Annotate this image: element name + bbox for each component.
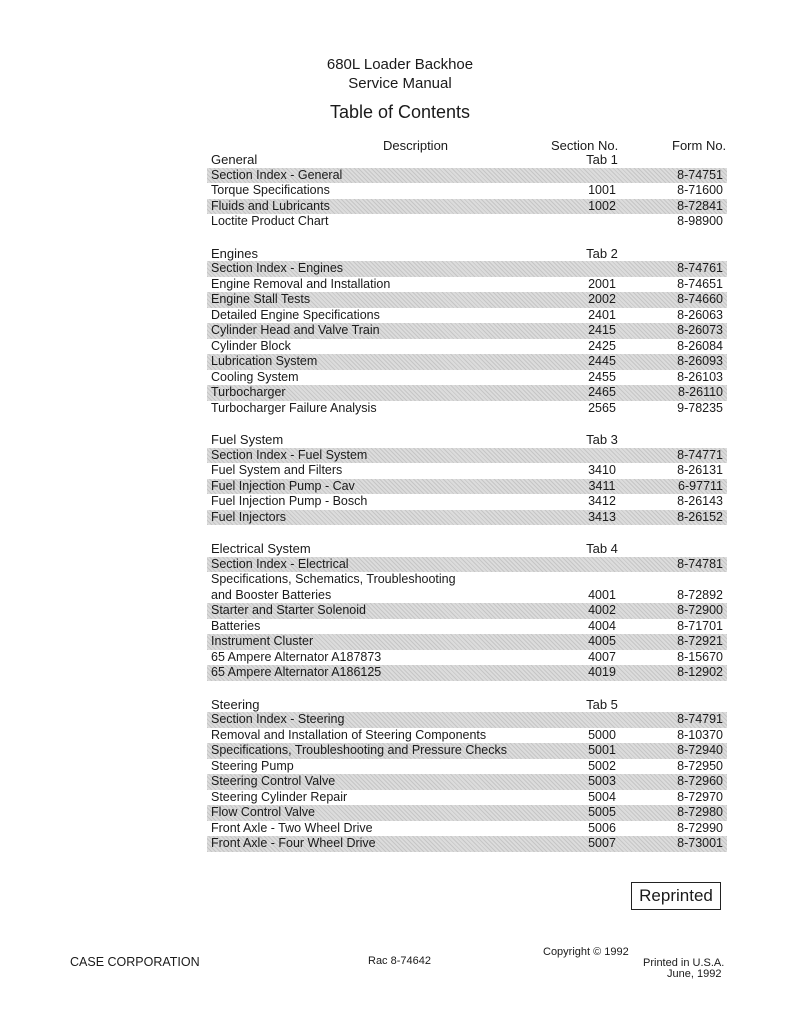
section-tab: Tab 4	[586, 541, 618, 556]
entry-form-number: 8-72960	[677, 774, 723, 788]
section-name: General	[211, 152, 258, 167]
entry-section-number: 5005	[588, 805, 616, 819]
toc-entry	[207, 448, 727, 464]
toc-section	[207, 541, 727, 681]
entry-form-number: 8-74791	[677, 712, 723, 726]
entry-section-number: 2401	[588, 307, 616, 322]
entry-section-number: 4001	[588, 587, 616, 602]
section-name: Engines	[211, 245, 258, 261]
entry-description: 65 Ampere Alternator A187873	[211, 649, 382, 664]
entry-description: Section Index - Engines	[211, 261, 344, 275]
entry-form-number: 8-26143	[677, 494, 723, 508]
section-tab: Tab 2	[586, 245, 618, 261]
entry-form-number: 8-71600	[677, 183, 723, 197]
entry-form-number: 8-26103	[677, 369, 723, 384]
manual-type-title: Service Manual	[348, 75, 452, 92]
entry-description: Front Axle - Two Wheel Drive	[211, 820, 373, 835]
entry-section-number: 4019	[588, 665, 616, 679]
entry-form-number: 8-72900	[677, 603, 723, 617]
entry-section-number: 2415	[588, 323, 616, 337]
entry-description: Steering Cylinder Repair	[211, 789, 348, 804]
toc-entry	[207, 634, 727, 650]
toc-entry	[207, 619, 727, 635]
toc-entry	[207, 821, 727, 837]
rac-number: Rac 8-74642	[368, 955, 431, 967]
entry-description: Removal and Installation of Steering Components	[211, 727, 487, 742]
toc-entry	[207, 385, 727, 401]
entry-form-number: 8-72950	[677, 758, 723, 773]
entry-description: Turbocharger	[211, 385, 286, 399]
toc-entry	[207, 743, 727, 759]
toc-entry	[207, 728, 727, 744]
entry-form-number: 8-12902	[677, 665, 723, 679]
toc-entry	[207, 665, 727, 681]
entry-description: Section Index - Steering	[211, 712, 345, 726]
section-name: Steering	[211, 696, 260, 712]
entry-description-line: Specifications, Schematics, Troubleshooting	[211, 572, 456, 586]
column-header-description: Description	[383, 138, 449, 153]
section-tab: Tab 1	[586, 152, 618, 167]
entry-section-number: 5000	[588, 727, 616, 742]
entry-form-number: 8-71701	[677, 618, 723, 633]
section-heading	[207, 432, 727, 448]
entry-form-number: 8-74771	[677, 447, 723, 462]
entry-section-number: 2002	[588, 292, 616, 306]
entry-form-number: 8-26131	[677, 463, 723, 477]
entry-description: Batteries	[211, 618, 261, 633]
entry-description: 65 Ampere Alternator A186125	[211, 665, 382, 679]
entry-description: Cooling System	[211, 369, 299, 384]
toc-entry	[207, 805, 727, 821]
section-heading	[207, 697, 727, 713]
entry-section-number: 5001	[588, 743, 616, 757]
toc-entry	[207, 759, 727, 775]
entry-section-number: 2001	[588, 276, 616, 291]
entry-form-number: 8-73001	[677, 836, 723, 850]
section-tab: Tab 5	[586, 696, 618, 712]
entry-form-number: 8-26152	[677, 509, 723, 524]
entry-form-number: 8-72892	[677, 587, 723, 602]
toc-entry	[207, 354, 727, 370]
entry-description: Fuel Injection Pump - Cav	[211, 478, 355, 493]
toc-entry	[207, 277, 727, 293]
entry-description: Lubrication System	[211, 354, 318, 368]
entry-description: Section Index - Electrical	[211, 556, 349, 571]
entry-description: Detailed Engine Specifications	[211, 307, 380, 322]
toc-entry	[207, 790, 727, 806]
entry-section-number: 2465	[588, 385, 616, 399]
toc-entry	[207, 510, 727, 526]
entry-form-number: 6-97711	[678, 478, 723, 493]
entry-section-number: 5006	[588, 820, 616, 835]
entry-form-number: 8-74651	[677, 276, 723, 291]
entry-section-number: 5007	[588, 836, 616, 850]
entry-section-number: 4004	[588, 618, 616, 633]
toc-entry	[207, 339, 727, 355]
toc-entry	[207, 463, 727, 479]
column-header-form: Form No.	[672, 138, 727, 153]
entry-form-number: 8-72841	[677, 198, 723, 213]
toc-entry	[207, 168, 727, 184]
entry-description: Fuel System and Filters	[211, 463, 343, 477]
entry-section-number: 4002	[588, 603, 616, 617]
toc-entry	[207, 292, 727, 308]
entry-description: Starter and Starter Solenoid	[211, 603, 366, 617]
entry-description: Instrument Cluster	[211, 634, 314, 648]
company-name: CASE CORPORATION	[70, 955, 200, 969]
section-name: Electrical System	[211, 541, 311, 556]
entry-description: Front Axle - Four Wheel Drive	[211, 836, 376, 850]
entry-description: Flow Control Valve	[211, 805, 315, 819]
entry-description: Engine Removal and Installation	[211, 276, 391, 291]
entry-form-number: 8-74761	[677, 261, 723, 275]
page-title: Table of Contents	[329, 102, 471, 122]
entry-description: Engine Stall Tests	[211, 292, 311, 306]
toc-section	[207, 697, 727, 852]
entry-description: Fluids and Lubricants	[211, 198, 330, 213]
entry-section-number: 3413	[588, 509, 616, 524]
toc-entry	[207, 572, 727, 603]
entry-section-number: 5002	[588, 758, 616, 773]
entry-section-number: 2565	[588, 400, 616, 415]
entry-section-number: 3412	[588, 494, 616, 508]
entry-description: Cylinder Block	[211, 338, 291, 353]
entry-description	[211, 572, 456, 603]
entry-form-number: 8-15670	[677, 649, 723, 664]
entry-form-number: 8-72940	[677, 743, 723, 757]
entry-description: Section Index - Fuel System	[211, 447, 368, 462]
toc-entry	[207, 650, 727, 666]
toc-entry	[207, 479, 727, 495]
entry-form-number: 8-26110	[678, 385, 723, 399]
entry-section-number: 5004	[588, 789, 616, 804]
entry-form-number: 8-26084	[677, 338, 723, 353]
entry-description: Fuel Injection Pump - Bosch	[211, 494, 368, 508]
entry-section-number: 3410	[588, 463, 616, 477]
entry-form-number: 8-74781	[677, 556, 723, 571]
entry-description: Torque Specifications	[211, 183, 330, 197]
toc-section	[207, 152, 727, 230]
toc-entry	[207, 557, 727, 573]
toc-entry	[207, 712, 727, 728]
toc-entry	[207, 214, 727, 230]
entry-section-number: 4005	[588, 634, 616, 648]
toc-entry	[207, 370, 727, 386]
entry-section-number: 3411	[588, 478, 616, 493]
entry-form-number: 8-26073	[677, 323, 723, 337]
section-heading	[207, 541, 727, 557]
entry-description: Fuel Injectors	[211, 509, 287, 524]
entry-description: Turbocharger Failure Analysis	[211, 400, 377, 415]
entry-description: Loctite Product Chart	[211, 214, 329, 228]
entry-form-number: 8-72921	[677, 634, 723, 648]
entry-description-line: and Booster Batteries	[211, 587, 332, 602]
section-tab: Tab 3	[586, 432, 618, 447]
section-heading	[207, 152, 727, 168]
toc-entry	[207, 323, 727, 339]
reprinted-stamp: Reprinted	[631, 882, 721, 910]
entry-form-number: 8-98900	[677, 214, 723, 228]
toc-entry	[207, 836, 727, 852]
section-name: Fuel System	[211, 432, 284, 447]
toc-entry	[207, 199, 727, 215]
entry-form-number: 8-72970	[677, 789, 723, 804]
entry-form-number: 9-78235	[677, 400, 723, 415]
toc-entry	[207, 183, 727, 199]
entry-section-number: 4007	[588, 649, 616, 664]
entry-section-number: 2455	[588, 369, 616, 384]
entry-section-number: 2425	[588, 338, 616, 353]
copyright-notice: Copyright © 1992	[543, 946, 629, 958]
toc-section	[207, 246, 727, 417]
entry-form-number: 8-72980	[677, 805, 723, 819]
toc-section	[207, 432, 727, 525]
toc-entry	[207, 401, 727, 417]
entry-form-number: 8-74751	[677, 167, 723, 182]
entry-section-number: 1001	[588, 183, 616, 197]
entry-section-number: 5003	[588, 774, 616, 788]
entry-section-number: 1002	[588, 198, 616, 213]
toc-entry	[207, 261, 727, 277]
printed-location: Printed in U.S.A.	[643, 957, 725, 969]
entry-form-number: 8-26063	[677, 307, 723, 322]
entry-form-number: 8-72990	[677, 820, 723, 835]
entry-description: Steering Control Valve	[211, 774, 336, 788]
entry-description: Cylinder Head and Valve Train	[211, 323, 380, 337]
entry-description: Section Index - General	[211, 167, 343, 182]
toc-entry	[207, 308, 727, 324]
entry-section-number: 2445	[588, 354, 616, 368]
column-header-section: Section No.	[551, 138, 619, 153]
print-date: June, 1992	[667, 968, 722, 980]
entry-form-number: 8-26093	[677, 354, 723, 368]
toc-entry	[207, 603, 727, 619]
manual-model-title: 680L Loader Backhoe	[326, 56, 474, 73]
section-heading	[207, 246, 727, 262]
entry-form-number: 8-10370	[677, 727, 723, 742]
toc-entry	[207, 494, 727, 510]
table-of-contents	[207, 152, 727, 868]
entry-description: Specifications, Troubleshooting and Pressure Checks	[211, 743, 507, 757]
toc-entry	[207, 774, 727, 790]
entry-form-number: 8-74660	[677, 292, 723, 306]
entry-description: Steering Pump	[211, 758, 294, 773]
